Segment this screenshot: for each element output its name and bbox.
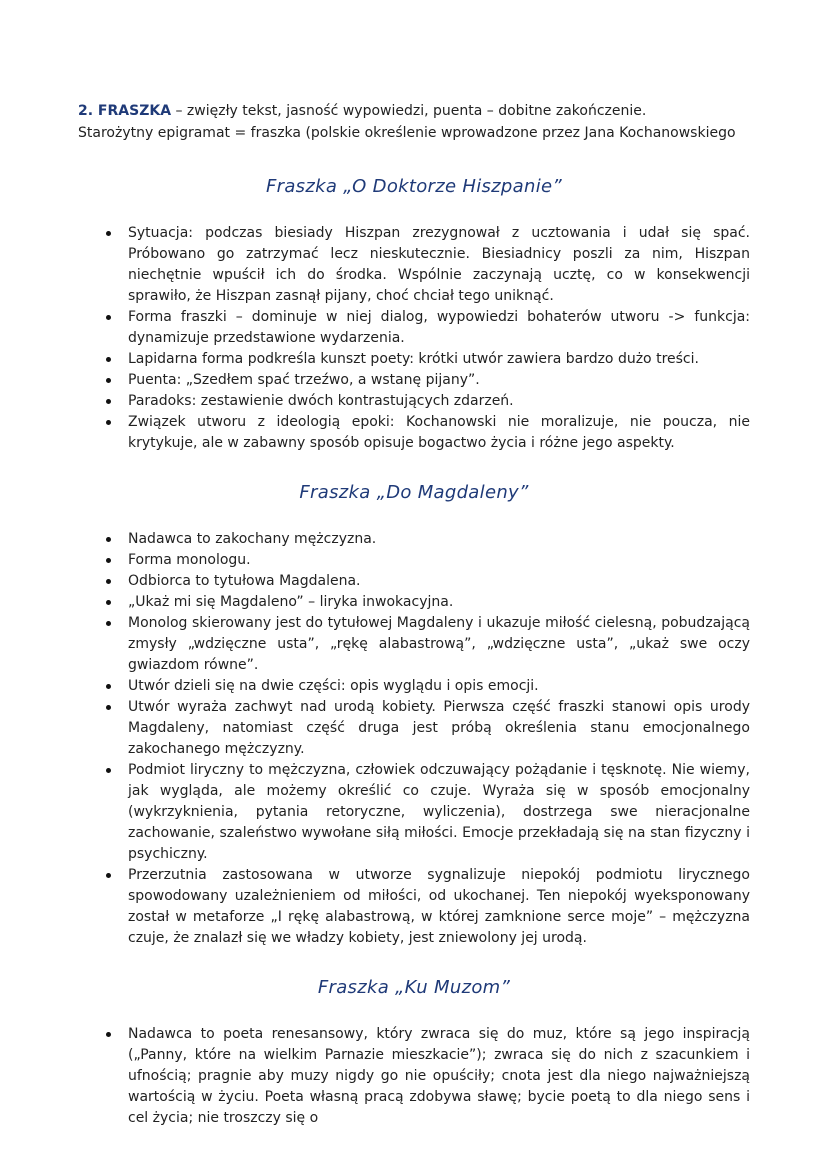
list-item: Lapidarna forma podkreśla kunszt poety: krótki utwór zawiera bardzo dużo treści. bbox=[128, 349, 750, 370]
list-item: Utwór wyraża zachwyt nad urodą kobiety. Pierwsza część fraszki stanowi opis urody Magdaleny, natomiast część druga jest próbą określenia stanu emocjonalnego zakochanego mężczyzny. bbox=[128, 697, 750, 760]
list-item: Przerzutnia zastosowana w utworze sygnalizuje niepokój podmiotu lirycznego spowodowany uzależnieniem od miłości, od ukochanej. Ten niepokój wyeksponowany został w metaforze „I rękę alabastrową, w której zamknione serce moje” – mężczyzna czuje, że znalazł się we władzy kobiety, jest zniewolony jej urodą. bbox=[128, 865, 750, 949]
section-title-do-magdaleny: Fraszka „Do Magdaleny” bbox=[299, 482, 529, 503]
intro bbox=[78, 100, 750, 144]
list-item: Sytuacja: podczas biesiady Hiszpan zrezygnował z ucztowania i udał się spać. Próbowano go zatrzymać lecz nieskutecznie. Biesiadnicy poszli za nim, Hiszpan niechętnie wpuścił ich do środka. Wspólnie zaczynają ucztę, co w konsekwencji sprawiło, że Hiszpan zasnął pijany, choć chciał tego uniknąć. bbox=[128, 223, 750, 307]
intro-lead: 2. FRASZKA bbox=[78, 103, 172, 119]
list-item: „Ukaż mi się Magdaleno” – liryka inwokacyjna. bbox=[128, 592, 750, 613]
list-item: Związek utworu z ideologią epoki: Kochanowski nie moralizuje, nie poucza, nie krytykuje, ale w zabawny sposób opisuje bogactwo życia i różne jego aspekty. bbox=[128, 412, 750, 454]
list-item: Forma monologu. bbox=[128, 550, 750, 571]
list-item: Paradoks: zestawienie dwóch kontrastujących zdarzeń. bbox=[128, 391, 750, 412]
list-item: Nadawca to poeta renesansowy, który zwraca się do muz, które są jego inspiracją („Panny, które na wielkim Parnazie mieszkacie”); zwraca się do nich z szacunkiem i ufnością; pragnie aby muzy nigdy go nie opuściły; cnota jest dla niego najważniejszą wartością w życiu. Poeta własną pracą zdobywa sławę; bycie poetą to dla niego sens i cel życia; nie troszczy się o bbox=[128, 1024, 750, 1129]
list-item: Monolog skierowany jest do tytułowej Magdaleny i ukazuje miłość cielesną, pobudzającą zmysły „wdzięczne usta”, „rękę alabastrową”, „wdzięczne usta”, „ukaż swe oczy gwiazdom równe”. bbox=[128, 613, 750, 676]
section-list-ku-muzom bbox=[78, 1024, 750, 1129]
intro-line-2: Starożytny epigramat = fraszka (polskie określenie wprowadzone przez Jana Kochanowskiego bbox=[78, 125, 736, 141]
list-item: Forma fraszki – dominuje w niej dialog, wypowiedzi bohaterów utworu -> funkcja: dynamizuje przedstawione wydarzenia. bbox=[128, 307, 750, 349]
section-title-ku-muzom: Fraszka „Ku Muzom” bbox=[317, 977, 511, 998]
list-item: Puenta: „Szedłem spać trzeźwo, a wstanę pijany”. bbox=[128, 370, 750, 391]
list-item: Podmiot liryczny to mężczyzna, człowiek odczuwający pożądanie i tęsknotę. Nie wiemy, jak wygląda, ale możemy określić co czuje. Wyraża się w sposób emocjonalny (wykrzyknienia, pytania retoryczne, wyliczenia), dostrzega swe nieracjonalne zachowanie, szaleństwo wywołane siłą miłości. Emocje przekładają się na stan fizyczny i psychiczny. bbox=[128, 760, 750, 865]
section-list-do-magdaleny bbox=[78, 529, 750, 949]
list-item: Utwór dzieli się na dwie części: opis wyglądu i opis emocji. bbox=[128, 676, 750, 697]
list-item: Nadawca to zakochany mężczyzna. bbox=[128, 529, 750, 550]
list-item: Odbiorca to tytułowa Magdalena. bbox=[128, 571, 750, 592]
section-title-doktor-hiszpan: Fraszka „O Doktorze Hiszpanie” bbox=[266, 176, 562, 197]
section-list-doktor-hiszpan bbox=[78, 223, 750, 454]
intro-lead-rest: – zwięzły tekst, jasność wypowiedzi, puenta – dobitne zakończenie. bbox=[171, 103, 647, 119]
intro-line-1 bbox=[78, 100, 750, 122]
